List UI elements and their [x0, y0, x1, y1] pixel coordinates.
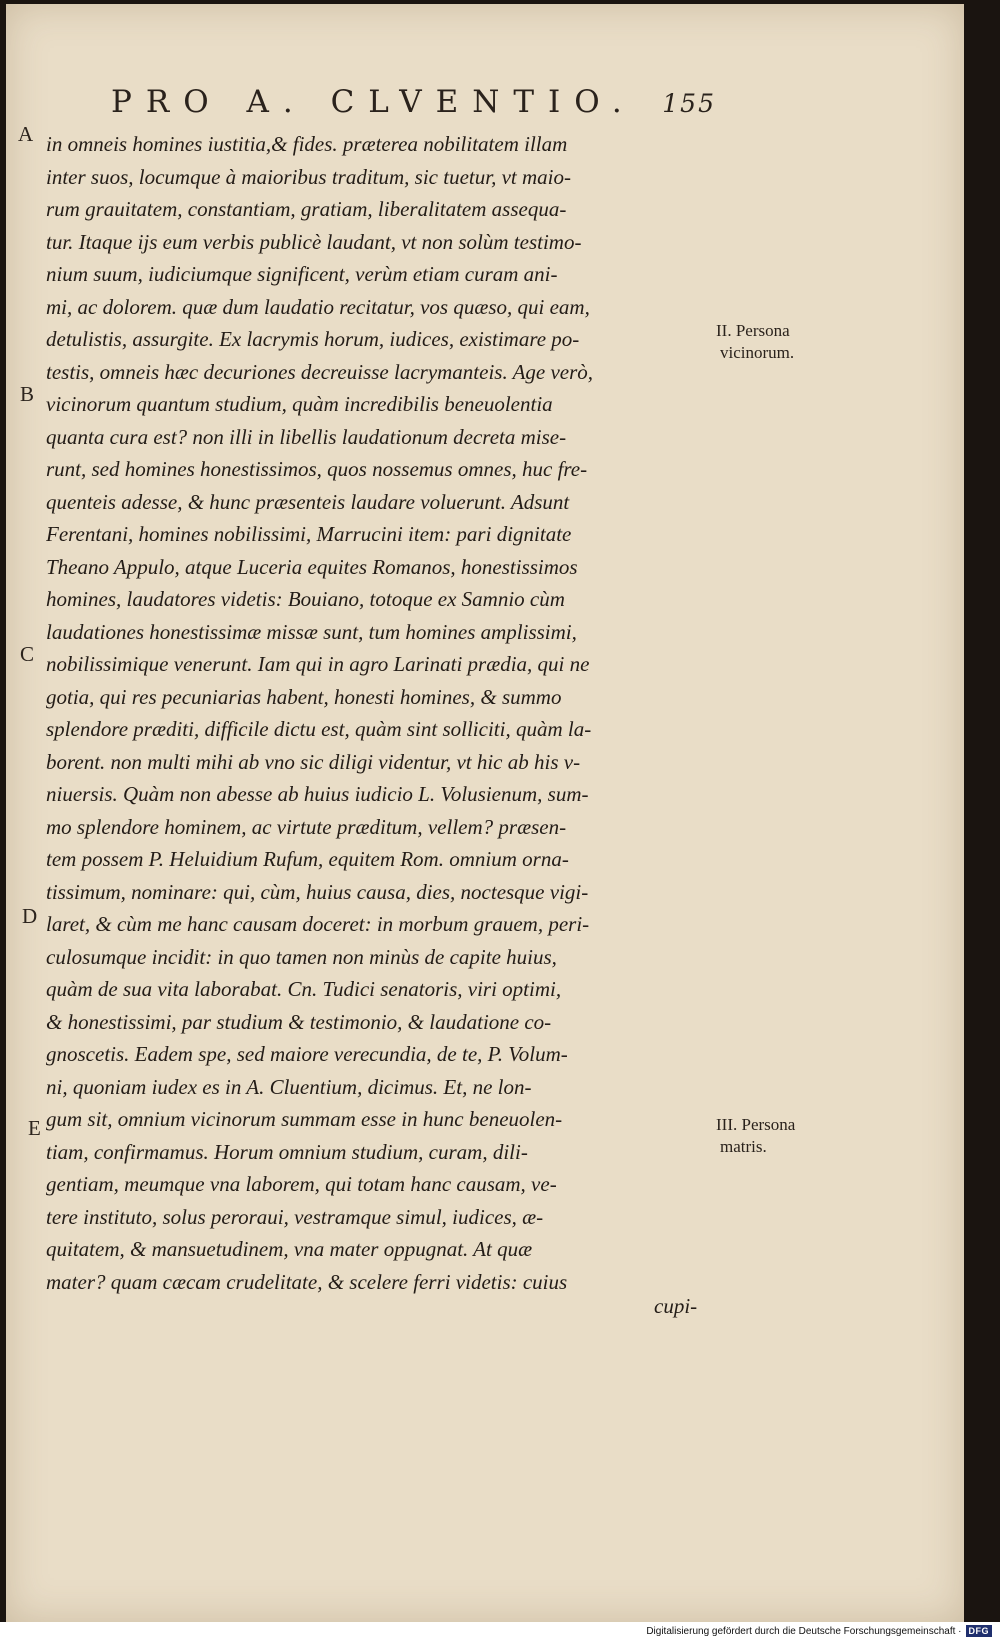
text-line: quàm de sua vita laborabat. Cn. Tudici senatoris, viri optimi,: [46, 977, 562, 1001]
text-line: & honestissimi, par studium & testimonio, & laudatione co-: [46, 1009, 552, 1034]
text-line: tissimum, nominare: qui, cùm, huius causa, dies, noctesque vigi-: [46, 879, 589, 904]
section-letter-c: C: [20, 642, 35, 666]
sidenote-persona-vicinorum: [716, 320, 794, 364]
text-line: tem possem P. Heluidium Rufum, equitem Rom. omnium orna-: [46, 847, 569, 871]
text-line: tiam, confirmamus. Horum omnium studium, curam, dili-: [46, 1139, 528, 1164]
text-line: testis, omneis hæc decuriones decreuisse lacrymanteis. Age verò,: [46, 359, 594, 384]
text-line: mo splendore hominem, ac virtute præditum, vellem? præsen-: [46, 814, 567, 839]
text-line: laret, & cùm me hanc causam doceret: in morbum grauem, peri-: [46, 912, 590, 936]
page-number: 155: [662, 89, 716, 118]
page-header: [111, 84, 716, 120]
text-line: quenteis adesse, & hunc præsenteis laudare voluerunt. Adsunt: [46, 489, 570, 514]
text-line: gum sit, omnium vicinorum summam esse in hunc beneuolen-: [46, 1107, 563, 1131]
text-line: runt, sed homines honestissimos, quos nossemus omnes, huc fre-: [46, 457, 588, 481]
text-line: gnoscetis. Eadem spe, sed maiore verecundia, de te, P. Volum-: [46, 1042, 568, 1066]
text-line: homines, laudatores videtis: Bouiano, totoque ex Samnio cùm: [46, 587, 565, 611]
section-letter-a: A: [18, 122, 34, 146]
book-page: [6, 4, 964, 1622]
text-line: inter suos, locumque à maioribus traditum, sic tuetur, vt maio-: [46, 164, 571, 189]
text-line: quitatem, & mansuetudinem, vna mater oppugnat. At quæ: [46, 1237, 533, 1261]
text-line: gotia, qui res pecuniarias habent, honesti homines, & summo: [46, 684, 562, 709]
text-line: nobilissimique venerunt. Iam qui in agro Larinati prædia, qui ne: [46, 652, 590, 676]
text-line: rum grauitatem, constantiam, gratiam, liberalitatem assequa-: [46, 197, 567, 221]
text-line: detulistis, assurgite. Ex lacrymis horum, iudices, existimare po-: [46, 327, 580, 351]
text-line: vicinorum quantum studium, quàm incredibilis beneuolentia: [46, 392, 553, 416]
text-line: tere instituto, solus peroraui, vestramque simul, iudices, æ-: [46, 1204, 544, 1229]
sidenote-line: vicinorum.: [720, 343, 795, 362]
text-line: Ferentani, homines nobilissimi, Marrucini item: pari dignitate: [46, 522, 572, 546]
sidenote-line: III. Persona: [716, 1115, 796, 1134]
sidenote-line: II. Persona: [716, 321, 790, 340]
text-line: laudationes honestissimæ missæ sunt, tum homines amplissimi,: [46, 619, 577, 644]
sidenote-line: matris.: [720, 1137, 767, 1156]
text-line: quanta cura est? non illi in libellis laudationum decreta mise-: [46, 424, 567, 449]
text-line: niuersis. Quàm non abesse ab huius iudicio L. Volusienum, sum-: [46, 782, 589, 806]
text-line: splendore præditi, difficile dictu est, quàm sint solliciti, quàm la-: [46, 717, 592, 741]
dfg-logo: DFG: [966, 1625, 993, 1637]
text-line: borent. non multi mihi ab vno sic diligi videntur, vt hic ab his v-: [46, 749, 581, 774]
text-line: in omneis homines iustitia,& fides. præterea nobilitatem illam: [46, 132, 568, 156]
sidenote-persona-matris: [716, 1114, 795, 1158]
section-letter-b: B: [20, 382, 35, 406]
text-line: ni, quoniam iudex es in A. Cluentium, dicimus. Et, ne lon-: [46, 1074, 532, 1099]
section-letter-d: D: [22, 904, 38, 928]
catchword: cupi-: [654, 1294, 698, 1318]
footer-credit: Digitalisierung gefördert durch die Deutsche Forschungsgemeinschaft ·: [646, 1625, 962, 1637]
text-line: gentiam, meumque vna laborem, qui totam hanc causam, ve-: [46, 1172, 557, 1196]
text-line: nium suum, iudiciumque significent, verùm etiam curam ani-: [46, 262, 558, 286]
text-line: culosumque incidit: in quo tamen non minùs de capite huius,: [46, 944, 557, 969]
text-line: mater? quam cæcam crudelitate, & scelere ferri videtis: cuius: [46, 1269, 568, 1294]
running-title: PRO A. CLVENTIO.: [111, 84, 636, 120]
text-line: mi, ac dolorem. quæ dum laudatio recitatur, vos quæso, qui eam,: [46, 294, 590, 319]
body-text: [46, 128, 708, 1298]
digitization-footer: [0, 1622, 1000, 1640]
text-line: Theano Appulo, atque Luceria equites Romanos, honestissimos: [46, 554, 578, 579]
section-letter-e: E: [28, 1116, 41, 1140]
text-line: tur. Itaque ijs eum verbis publicè laudant, vt non solùm testimo-: [46, 229, 582, 254]
